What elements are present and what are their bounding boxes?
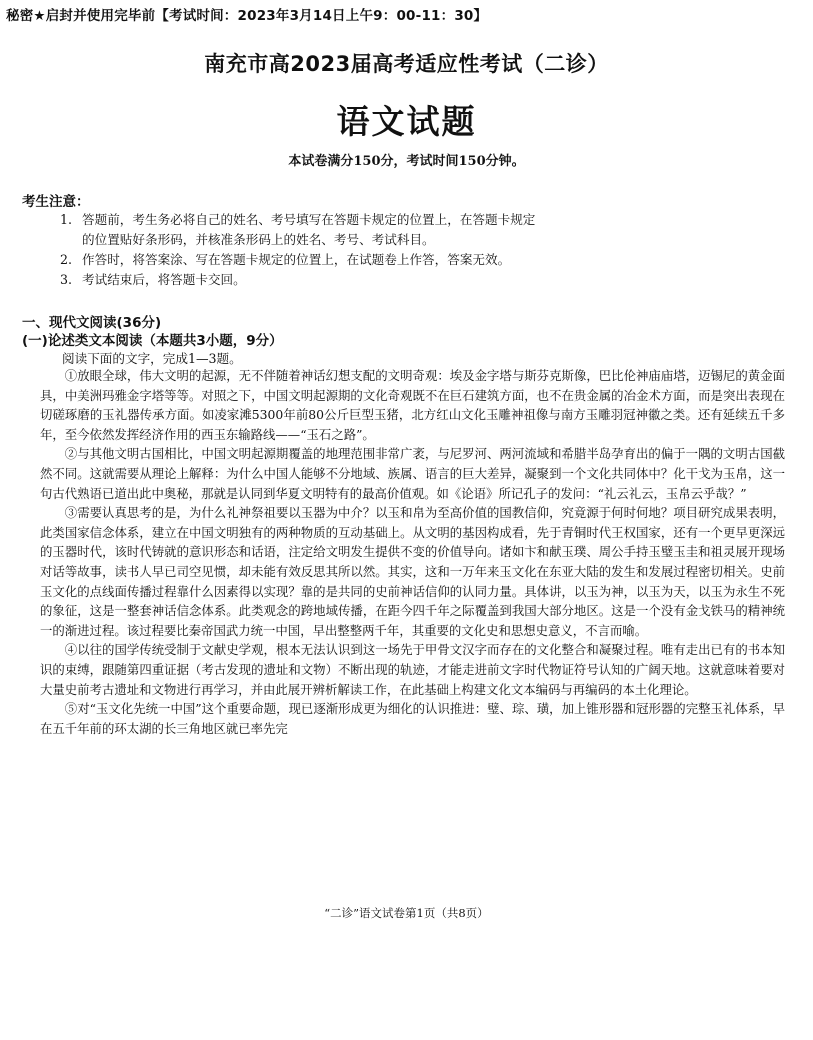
reading-instruction: 阅读下面的文字，完成1—3题。 xyxy=(62,351,242,366)
notice-item-text: 考试结束后，将答题卡交回。 xyxy=(82,272,246,287)
paragraph-1: ①放眼全球，伟大文明的起源，无不伴随着神话幻想支配的文明奇观：埃及金字塔与斯芬克斯像，巴比伦神庙庙塔，迈锡尼的黄金面具，中美洲玛雅金字塔等等。对照之下，中国文明起源期的文化奇观既不在巨石建筑方面，也不在贵金属的冶金术方面，而是突出表现在切磋琢磨的玉礼器传承方面。如凌家滩5300年前80公斤巨型玉猪，北方红山文化玉雕神祖像与南方玉雕羽冠神徽之类。还有延续五千多年，至今依然发挥经济作用的西玉东输路线——“玉石之路”。 xyxy=(40,368,785,442)
page-footer: “二诊”语文试卷第1页（共8页） xyxy=(324,906,489,920)
subject-title: 语文试题 xyxy=(336,102,477,141)
section-title: 一、现代文阅读(36分) xyxy=(22,315,162,331)
paragraph-4: ④以往的国学传统受制于文献史学观，根本无法认识到这一场先于甲骨文汉字而存在的文化整合和凝聚过程。唯有走出已有的书本知识的束缚，跟随第四重证据（考古发现的遗址和文物）不断出现的轨迹，才能走进前文字时代物证符号认知的广阔天地。这就意味着要对大量史前考古遗址和文物进行再学习，并由此展开辨析解读工作，在此基础上构建文化文本编码与再编码的本土化理论。 xyxy=(40,642,785,697)
notice-item-number: 3. xyxy=(60,272,73,287)
notice-item-continuation: 的位置贴好条形码，并核准条形码上的姓名、考号、考试科目。 xyxy=(82,232,435,247)
paragraph-2: ②与其他文明古国相比，中国文明起源期覆盖的地理范围非常广袤，与尼罗河、两河流域和希腊半岛孕育出的偏于一隅的文明古国截然不同。这就需要从理论上解释：为什么中国人能够不分地域、族属、语言的巨大差异，凝聚到一个文化共同体中？化干戈为玉帛，这一句古代熟语已道出此中奥秘，那就是认同到华夏文明特有的最高价值观。如《论语》所记孔子的发问：“礼云礼云，玉帛云乎哉？” xyxy=(40,446,785,501)
paragraph-5: ⑤对“玉文化先统一中国”这个重要命题，现已逐渐形成更为细化的认识推进：璧、琮、璜，加上锥形器和冠形器的完整玉礼体系，早在五千年前的环太湖的长三角地区就已率先完 xyxy=(40,701,785,736)
confidential-line: 秘密★启封并使用完毕前【考试时间：2023年3月14日上午9：00-11：30】 xyxy=(6,8,488,24)
notice-item-1 xyxy=(60,210,790,250)
notice-item-number: 2. xyxy=(60,252,73,267)
notice-item-text: 作答时，将答案涂、写在答题卡规定的位置上，在试题卷上作答，答案无效。 xyxy=(82,252,511,267)
score-note: 本试卷满分150分，考试时间150分钟。 xyxy=(288,154,525,169)
exam-title: 南充市高2023届高考适应性考试（二诊） xyxy=(204,52,609,76)
notice-item-text: 答题前，考生务必将自己的姓名、考号填写在答题卡规定的位置上，在答题卡规定 xyxy=(82,212,536,227)
notice-item-number: 1. xyxy=(60,212,73,227)
reading-passage xyxy=(40,366,785,738)
notice-item-2 xyxy=(60,250,790,270)
paragraph-3: ③需要认真思考的是，为什么礼神祭祖要以玉器为中介？以玉和帛为至高价值的国教信仰，究竟源于何时何地？项目研究成果表明，此类国家信念体系，建立在中国文明独有的两种物质的互动基础上。从文明的基因构成看，先于青铜时代王权国家，还有一个更早更深远的玉器时代，该时代铸就的意识形态和话语，注定给文明发生提供不变的价值导向。诸如卞和献玉璞、周公手持玉璧玉圭和祖灵展开现场对话等故事，读书人早已司空见惯，却未能有效反思其所以然。其实，这和一万年来玉文化在东亚大陆的发生和发展过程密切相关。史前玉文化的点线面传播过程靠什么因素得以实现？靠的是共同的史前神话信仰的认同力量。具体讲，以玉为神，以玉为天，以玉为永生不死的象征，这是一整套神话信念体系。此类观念的跨地域传播，在距今四千年之际覆盖到我国大部分地区。这是一个没有金戈铁马的精神统一的渐进过程。该过程要比秦帝国武力统一中国，早出整整两千年，其重要的文化史和思想史意义，不言而喻。 xyxy=(40,505,785,638)
notice-title: 考生注意： xyxy=(22,194,90,210)
notice-item-3 xyxy=(60,270,790,290)
subsection-title: (一)论述类文本阅读（本题共3小题，9分） xyxy=(22,333,283,349)
